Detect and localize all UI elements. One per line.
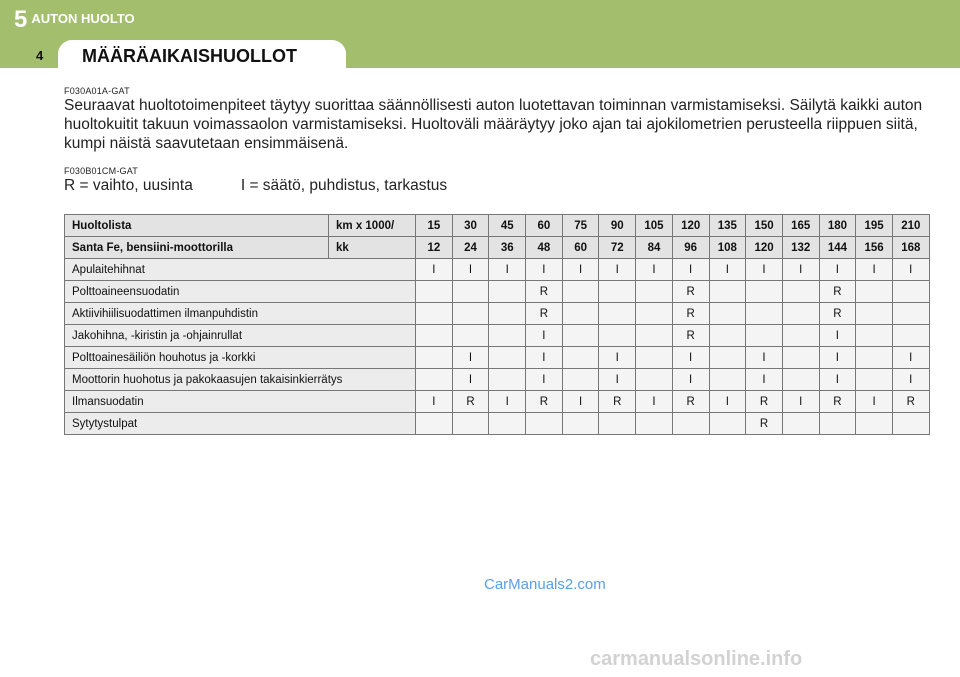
header-unit: kk <box>329 237 416 259</box>
interval-cell: 120 <box>672 215 709 237</box>
table-row <box>65 281 930 303</box>
interval-cell: 156 <box>856 237 893 259</box>
maintenance-cell <box>856 281 893 303</box>
maintenance-cell: I <box>672 259 709 281</box>
maintenance-cell <box>452 413 489 435</box>
maintenance-item-label: Polttoaineensuodatin <box>65 281 416 303</box>
interval-cell: 84 <box>636 237 673 259</box>
maintenance-cell: I <box>489 391 526 413</box>
maintenance-item-label: Ilmansuodatin <box>65 391 416 413</box>
maintenance-cell <box>489 413 526 435</box>
maintenance-cell: R <box>452 391 489 413</box>
maintenance-cell: R <box>746 413 783 435</box>
maintenance-cell <box>562 303 599 325</box>
maintenance-cell <box>416 369 453 391</box>
maintenance-cell: R <box>599 391 636 413</box>
maintenance-cell <box>892 325 929 347</box>
interval-cell: 24 <box>452 237 489 259</box>
maintenance-cell: I <box>856 391 893 413</box>
interval-cell: 210 <box>892 215 929 237</box>
maintenance-cell <box>599 303 636 325</box>
interval-cell: 135 <box>709 215 746 237</box>
maintenance-cell <box>599 281 636 303</box>
legend-code: F030B01CM-GAT <box>64 166 138 176</box>
maintenance-cell: I <box>672 347 709 369</box>
maintenance-cell <box>562 281 599 303</box>
maintenance-cell <box>489 303 526 325</box>
maintenance-cell: I <box>746 369 783 391</box>
maintenance-item-label: Moottorin huohotus ja pakokaasujen takaisinkierrätys <box>65 369 416 391</box>
maintenance-cell: I <box>452 347 489 369</box>
interval-cell: 150 <box>746 215 783 237</box>
maintenance-cell: I <box>819 369 856 391</box>
header-label: Santa Fe, bensiini-moottorilla <box>65 237 329 259</box>
maintenance-cell: I <box>746 347 783 369</box>
interval-cell: 30 <box>452 215 489 237</box>
interval-cell: 90 <box>599 215 636 237</box>
maintenance-cell: R <box>526 281 563 303</box>
maintenance-cell: I <box>856 259 893 281</box>
maintenance-cell <box>599 325 636 347</box>
maintenance-cell <box>452 281 489 303</box>
maintenance-cell <box>782 303 819 325</box>
maintenance-cell: R <box>526 391 563 413</box>
maintenance-cell <box>709 303 746 325</box>
maintenance-cell <box>416 413 453 435</box>
maintenance-cell <box>526 413 563 435</box>
maintenance-cell: I <box>892 347 929 369</box>
maintenance-cell <box>782 281 819 303</box>
interval-cell: 60 <box>526 215 563 237</box>
maintenance-cell: I <box>819 325 856 347</box>
maintenance-cell <box>892 281 929 303</box>
maintenance-cell <box>636 303 673 325</box>
maintenance-cell <box>709 325 746 347</box>
maintenance-cell: I <box>709 391 746 413</box>
maintenance-cell: I <box>672 369 709 391</box>
intro-code: F030A01A-GAT <box>64 86 130 96</box>
section-tab <box>58 40 346 68</box>
maintenance-cell: I <box>892 369 929 391</box>
maintenance-cell: I <box>526 369 563 391</box>
table-row <box>65 369 930 391</box>
maintenance-cell <box>709 369 746 391</box>
maintenance-cell <box>416 303 453 325</box>
interval-cell: 168 <box>892 237 929 259</box>
maintenance-cell: R <box>672 391 709 413</box>
maintenance-cell <box>636 281 673 303</box>
maintenance-cell <box>636 325 673 347</box>
interval-cell: 72 <box>599 237 636 259</box>
maintenance-item-label: Polttoainesäiliön houhotus ja -korkki <box>65 347 416 369</box>
maintenance-cell: I <box>782 259 819 281</box>
maintenance-cell: I <box>526 325 563 347</box>
maintenance-cell <box>636 347 673 369</box>
maintenance-cell <box>856 325 893 347</box>
maintenance-cell <box>562 325 599 347</box>
maintenance-cell: I <box>892 259 929 281</box>
maintenance-cell <box>416 281 453 303</box>
maintenance-cell <box>782 413 819 435</box>
interval-cell: 132 <box>782 237 819 259</box>
maintenance-cell <box>416 347 453 369</box>
maintenance-cell: I <box>709 259 746 281</box>
maintenance-cell: R <box>526 303 563 325</box>
maintenance-table <box>64 214 930 435</box>
header-unit: km x 1000/ <box>329 215 416 237</box>
maintenance-cell <box>599 413 636 435</box>
maintenance-cell <box>489 325 526 347</box>
chapter-title: AUTON HUOLTO <box>31 11 135 26</box>
maintenance-item-label: Apulaitehihnat <box>65 259 416 281</box>
interval-cell: 45 <box>489 215 526 237</box>
maintenance-cell: I <box>526 259 563 281</box>
interval-cell: 180 <box>819 215 856 237</box>
maintenance-item-label: Aktiivihiilisuodattimen ilmanpuhdistin <box>65 303 416 325</box>
maintenance-cell <box>562 369 599 391</box>
maintenance-cell: I <box>819 259 856 281</box>
section-title: MÄÄRÄAIKAISHUOLLOT <box>82 46 297 66</box>
maintenance-cell <box>819 413 856 435</box>
header-label: Huoltolista <box>65 215 329 237</box>
interval-cell: 36 <box>489 237 526 259</box>
maintenance-cell <box>489 347 526 369</box>
interval-cell: 105 <box>636 215 673 237</box>
maintenance-cell: I <box>489 259 526 281</box>
table-row <box>65 391 930 413</box>
maintenance-item-label: Sytytystulpat <box>65 413 416 435</box>
maintenance-cell: I <box>636 259 673 281</box>
table-header-row <box>65 237 930 259</box>
maintenance-cell <box>782 325 819 347</box>
maintenance-cell: I <box>416 259 453 281</box>
maintenance-cell: R <box>746 391 783 413</box>
maintenance-cell <box>416 325 453 347</box>
maintenance-cell: I <box>562 391 599 413</box>
maintenance-cell: I <box>599 347 636 369</box>
table-row <box>65 325 930 347</box>
maintenance-cell: I <box>452 259 489 281</box>
maintenance-cell <box>856 369 893 391</box>
maintenance-cell: I <box>599 259 636 281</box>
maintenance-cell: I <box>599 369 636 391</box>
table-row <box>65 259 930 281</box>
maintenance-cell: I <box>416 391 453 413</box>
maintenance-cell: R <box>819 281 856 303</box>
maintenance-cell <box>562 347 599 369</box>
table-row <box>65 303 930 325</box>
footer-watermark: carmanualsonline.info <box>590 648 803 670</box>
table-row <box>65 347 930 369</box>
maintenance-cell: R <box>819 303 856 325</box>
interval-cell: 144 <box>819 237 856 259</box>
maintenance-cell <box>709 347 746 369</box>
interval-cell: 96 <box>672 237 709 259</box>
maintenance-cell <box>489 369 526 391</box>
maintenance-cell <box>452 325 489 347</box>
maintenance-cell <box>452 303 489 325</box>
maintenance-cell <box>856 347 893 369</box>
maintenance-cell <box>709 281 746 303</box>
interval-cell: 195 <box>856 215 893 237</box>
maintenance-cell: R <box>892 391 929 413</box>
maintenance-cell: I <box>782 391 819 413</box>
interval-cell: 12 <box>416 237 453 259</box>
maintenance-cell <box>489 281 526 303</box>
maintenance-cell: I <box>526 347 563 369</box>
interval-cell: 15 <box>416 215 453 237</box>
maintenance-cell <box>672 413 709 435</box>
maintenance-cell <box>746 325 783 347</box>
maintenance-cell <box>636 413 673 435</box>
maintenance-cell: R <box>672 303 709 325</box>
legend <box>64 177 447 195</box>
maintenance-cell <box>892 413 929 435</box>
maintenance-cell <box>782 347 819 369</box>
interval-cell: 48 <box>526 237 563 259</box>
page-number: 4 <box>36 48 44 63</box>
interval-cell: 108 <box>709 237 746 259</box>
maintenance-cell <box>746 281 783 303</box>
maintenance-cell <box>782 369 819 391</box>
legend-r: R = vaihto, uusinta <box>64 177 193 194</box>
site-watermark: CarManuals2.com <box>484 576 606 593</box>
table-row <box>65 413 930 435</box>
maintenance-cell: I <box>746 259 783 281</box>
legend-i: I = säätö, puhdistus, tarkastus <box>240 177 448 194</box>
intro-paragraph: Seuraavat huoltotoimenpiteet täytyy suorittaa säännöllisesti auton luotettavan toiminnan varmistamiseksi. Säilytä kaikki auton huoltokuitit takuun voimassaolon varmistamiseksi. Huoltoväli määräytyy joko ajan tai ajokilometrien perusteella riippuen siitä, kumpi näistä saavutetaan ensimmäisenä. <box>64 97 923 152</box>
maintenance-cell: I <box>636 391 673 413</box>
interval-cell: 120 <box>746 237 783 259</box>
maintenance-cell <box>636 369 673 391</box>
maintenance-cell: R <box>819 391 856 413</box>
maintenance-cell: I <box>452 369 489 391</box>
chapter-number: 5 <box>14 6 28 33</box>
maintenance-cell <box>856 413 893 435</box>
maintenance-cell: I <box>819 347 856 369</box>
maintenance-cell: I <box>562 259 599 281</box>
interval-cell: 60 <box>562 237 599 259</box>
maintenance-cell <box>746 303 783 325</box>
maintenance-cell: R <box>672 281 709 303</box>
interval-cell: 75 <box>562 215 599 237</box>
maintenance-cell: R <box>672 325 709 347</box>
chapter-label <box>14 6 135 34</box>
maintenance-cell <box>892 303 929 325</box>
maintenance-cell <box>562 413 599 435</box>
maintenance-item-label: Jakohihna, -kiristin ja -ohjainrullat <box>65 325 416 347</box>
table-header-row <box>65 215 930 237</box>
interval-cell: 165 <box>782 215 819 237</box>
maintenance-cell <box>709 413 746 435</box>
maintenance-cell <box>856 303 893 325</box>
